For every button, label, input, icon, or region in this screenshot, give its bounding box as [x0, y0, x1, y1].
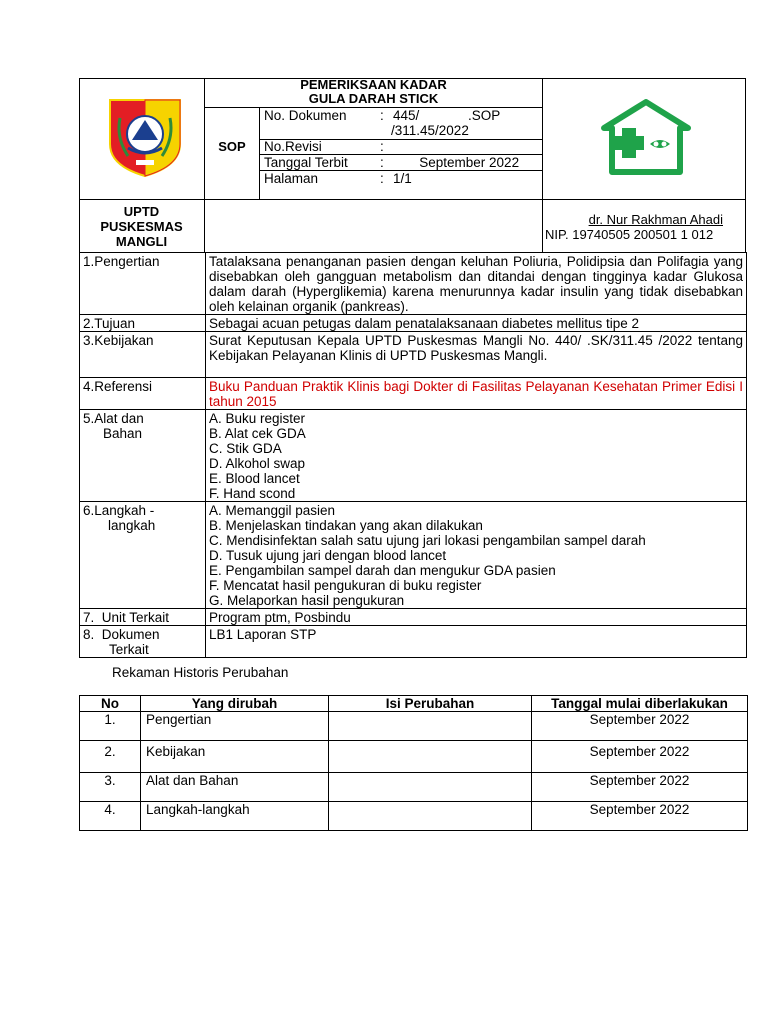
- signer-name: dr. Nur Rakhman Ahadi: [588, 212, 723, 227]
- revision-sep: :: [380, 139, 384, 154]
- list-item: F. Mencatat hasil pengukuran di buku register: [209, 578, 482, 593]
- history-col-isi: Isi Perubahan: [329, 696, 532, 712]
- history-isi: [329, 802, 532, 831]
- referensi-text: Buku Panduan Praktik Klinis bagi Dokter di Fasilitas Pelayanan Kesehatan Primer Edisi I tahun 2015: [206, 378, 747, 410]
- revision-label: No.Revisi: [264, 139, 322, 154]
- langkah-label-line2: langkah: [108, 518, 156, 533]
- history-col-item: Yang dirubah: [141, 696, 329, 712]
- list-item: B. Alat cek GDA: [209, 426, 306, 441]
- signer-nip: NIP. 19740505 200501 1 012: [545, 227, 714, 242]
- issue-date-value: September 2022: [393, 155, 520, 170]
- history-isi: [329, 712, 532, 741]
- kebijakan-label: 3.Kebijakan: [80, 332, 206, 378]
- list-item: G. Melaporkan hasil pengukuran: [209, 593, 405, 608]
- list-item: B. Menjelaskan tindakan yang akan dilakukan: [209, 518, 483, 533]
- row-langkah: [80, 502, 747, 609]
- page-value: 1/1: [393, 171, 412, 186]
- history-item: Kebijakan: [141, 741, 329, 773]
- org-name-line3: MANGLI: [115, 234, 168, 249]
- unit-text: Program ptm, Posbindu: [206, 609, 747, 626]
- row-alat-bahan: [80, 410, 747, 502]
- doc-number-value: 445/ .SOP: [393, 108, 501, 123]
- referensi-label: 4.Referensi: [80, 378, 206, 410]
- list-item: E. Blood lancet: [209, 471, 300, 486]
- tujuan-text: Sebagai acuan petugas dalam penatalaksanaan diabetes mellitus tipe 2: [206, 315, 747, 332]
- langkah-label-line1: 6.Langkah -: [83, 503, 155, 518]
- sop-content-table: [79, 252, 747, 658]
- divider: [79, 199, 745, 200]
- history-tanggal: September 2022: [532, 773, 748, 802]
- doc-number-label: No. Dokumen: [264, 108, 347, 123]
- table-row: [80, 712, 748, 741]
- doc-number-sep: :: [380, 108, 384, 123]
- document-title-line1: PEMERIKSAAN KADAR: [300, 77, 447, 92]
- row-dokumen-terkait: [80, 626, 747, 658]
- puskesmas-logo-icon: [600, 98, 692, 176]
- table-row: [80, 773, 748, 802]
- history-title: Rekaman Historis Perubahan: [112, 665, 289, 680]
- history-col-tanggal: Tanggal mulai diberlakukan: [532, 696, 748, 712]
- row-unit-terkait: [80, 609, 747, 626]
- history-no: 1.: [80, 712, 141, 741]
- divider: [259, 107, 260, 199]
- list-item: D. Alkohol swap: [209, 456, 306, 471]
- history-tanggal: September 2022: [532, 741, 748, 773]
- alat-label-line1: 5.Alat dan: [83, 411, 144, 426]
- sop-label: SOP: [218, 139, 246, 154]
- regency-emblem-icon: [106, 98, 184, 178]
- page-sep: :: [380, 171, 384, 186]
- pengertian-text: Tatalaksana penanganan pasien dengan keluhan Poliuria, Polidipsia dan Polifagia yang disebabkan oleh gangguan metabolism dan ditandai dengan tingginya kadar Glukosa dalam darah (Hyperglikemia) karena menurunnya kadar insulin yang tidak disebabkan oleh kelainan organik (pankreas).: [206, 253, 747, 315]
- dokumen-text: LB1 Laporan STP: [206, 626, 747, 658]
- history-table: [79, 695, 748, 831]
- row-tujuan: [80, 315, 747, 332]
- list-item: A. Memanggil pasien: [209, 503, 336, 518]
- history-isi: [329, 773, 532, 802]
- list-item: F. Hand scond: [209, 486, 296, 501]
- row-pengertian: [80, 253, 747, 315]
- kebijakan-text: Surat Keputusan Kepala UPTD Puskesmas Mangli No. 440/ .SK/311.45 /2022 tentang Kebijakan Pelayanan Klinis di UPTD Puskesmas Mangli.: [206, 332, 747, 378]
- tujuan-label: 2.Tujuan: [80, 315, 206, 332]
- history-item: Pengertian: [141, 712, 329, 741]
- document-title-line2: GULA DARAH STICK: [308, 91, 439, 106]
- org-name-line1: UPTD: [123, 204, 160, 219]
- history-tanggal: September 2022: [532, 802, 748, 831]
- history-tanggal: September 2022: [532, 712, 748, 741]
- history-col-no: No: [80, 696, 141, 712]
- alat-label-line2: Bahan: [103, 426, 143, 441]
- history-no: 2.: [80, 741, 141, 773]
- history-item: Langkah-langkah: [141, 802, 329, 831]
- list-item: D. Tusuk ujung jari dengan blood lancet: [209, 548, 447, 563]
- pengertian-label: 1.Pengertian: [80, 253, 206, 315]
- unit-label: 7. Unit Terkait: [80, 609, 206, 626]
- table-row: [80, 802, 748, 831]
- dokumen-label-line2: Terkait: [109, 642, 149, 657]
- doc-number-value2: /311.45/2022: [391, 123, 469, 138]
- list-item: C. Stik GDA: [209, 441, 282, 456]
- history-isi: [329, 741, 532, 773]
- issue-date-sep: :: [380, 155, 384, 170]
- org-name-line2: PUSKESMAS: [100, 219, 183, 234]
- page-label: Halaman: [264, 171, 319, 186]
- list-item: A. Buku register: [209, 411, 306, 426]
- divider: [542, 78, 543, 253]
- history-item: Alat dan Bahan: [141, 773, 329, 802]
- issue-date-label: Tanggal Terbit: [264, 155, 348, 170]
- history-header-row: [80, 696, 748, 712]
- row-kebijakan: [80, 332, 747, 378]
- dokumen-label-line1: 8. Dokumen: [83, 627, 160, 642]
- history-no: 4.: [80, 802, 141, 831]
- list-item: C. Mendisinfektan salah satu ujung jari lokasi pengambilan sampel darah: [209, 533, 646, 548]
- history-no: 3.: [80, 773, 141, 802]
- row-referensi: [80, 378, 747, 410]
- list-item: E. Pengambilan sampel darah dan mengukur GDA pasien: [209, 563, 556, 578]
- table-row: [80, 741, 748, 773]
